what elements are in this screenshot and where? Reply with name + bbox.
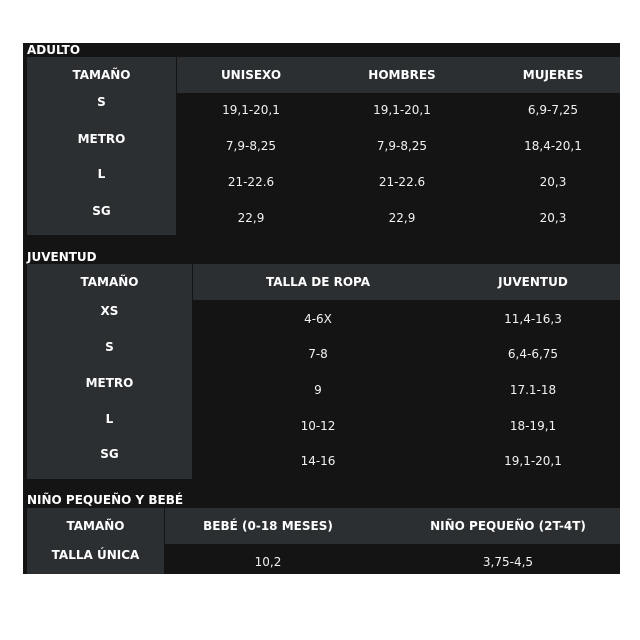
- adult-cell: 7,9-8,25: [376, 139, 428, 153]
- youth-row-size: SG: [100, 447, 119, 461]
- youth-cell: 17.1-18: [509, 383, 557, 397]
- kids-cell: 10,2: [254, 555, 282, 569]
- adult-cell: 20,3: [539, 211, 567, 225]
- youth-header-size: TAMAÑO: [27, 264, 192, 300]
- adult-cell: 19,1-20,1: [373, 103, 431, 117]
- size-chart: [23, 43, 620, 574]
- adult-header-size: TAMAÑO: [27, 57, 176, 93]
- adult-cell: 21-22.6: [378, 175, 426, 189]
- section-title-kids: NIÑO PEQUEÑO Y BEBÉ: [27, 493, 184, 507]
- adult-row-size: SG: [92, 204, 111, 218]
- youth-row-size: XS: [100, 304, 119, 318]
- adult-cell: 20,3: [539, 175, 567, 189]
- youth-cell: 9: [314, 383, 322, 397]
- adult-cell: 18,4-20,1: [524, 139, 582, 153]
- adult-cell: 22,9: [237, 211, 265, 225]
- youth-row-size: S: [105, 340, 114, 354]
- kids-header-toddler: NIÑO PEQUEÑO (2T-4T): [408, 508, 608, 544]
- adult-row-size: METRO: [77, 132, 126, 146]
- kids-header-baby: BEBÉ (0-18 MESES): [183, 508, 353, 544]
- youth-cell: 19,1-20,1: [504, 454, 562, 468]
- youth-row-size: METRO: [85, 376, 134, 390]
- adult-header-men: HOMBRES: [352, 57, 452, 93]
- kids-header-size: TAMAÑO: [27, 508, 164, 544]
- kids-row-size: TALLA ÚNICA: [51, 548, 140, 562]
- adult-cell: 21-22.6: [227, 175, 275, 189]
- adult-cell: 19,1-20,1: [222, 103, 280, 117]
- adult-cell: 22,9: [388, 211, 416, 225]
- adult-header-women: MUJERES: [503, 57, 603, 93]
- youth-cell: 10-12: [300, 419, 336, 433]
- adult-cell: 6,9-7,25: [527, 103, 579, 117]
- adult-header-unisex: UNISEXO: [201, 57, 301, 93]
- adult-row-size: S: [97, 95, 106, 109]
- adult-row-size: L: [97, 167, 106, 181]
- youth-header-youth: JUVENTUD: [448, 264, 618, 300]
- youth-cell: 11,4-16,3: [504, 312, 562, 326]
- youth-cell: 7-8: [308, 347, 328, 361]
- youth-cell: 18-19,1: [509, 419, 557, 433]
- youth-cell: 14-16: [300, 454, 336, 468]
- youth-cell: 6,4-6,75: [507, 347, 559, 361]
- adult-cell: 7,9-8,25: [225, 139, 277, 153]
- kids-cell: 3,75-4,5: [482, 555, 534, 569]
- youth-cell: 4-6X: [304, 312, 332, 326]
- youth-row-size: L: [105, 412, 114, 426]
- section-title-youth: JUVENTUD: [27, 250, 97, 264]
- youth-header-clothing: TALLA DE ROPA: [218, 264, 418, 300]
- section-title-adult: ADULTO: [27, 43, 81, 57]
